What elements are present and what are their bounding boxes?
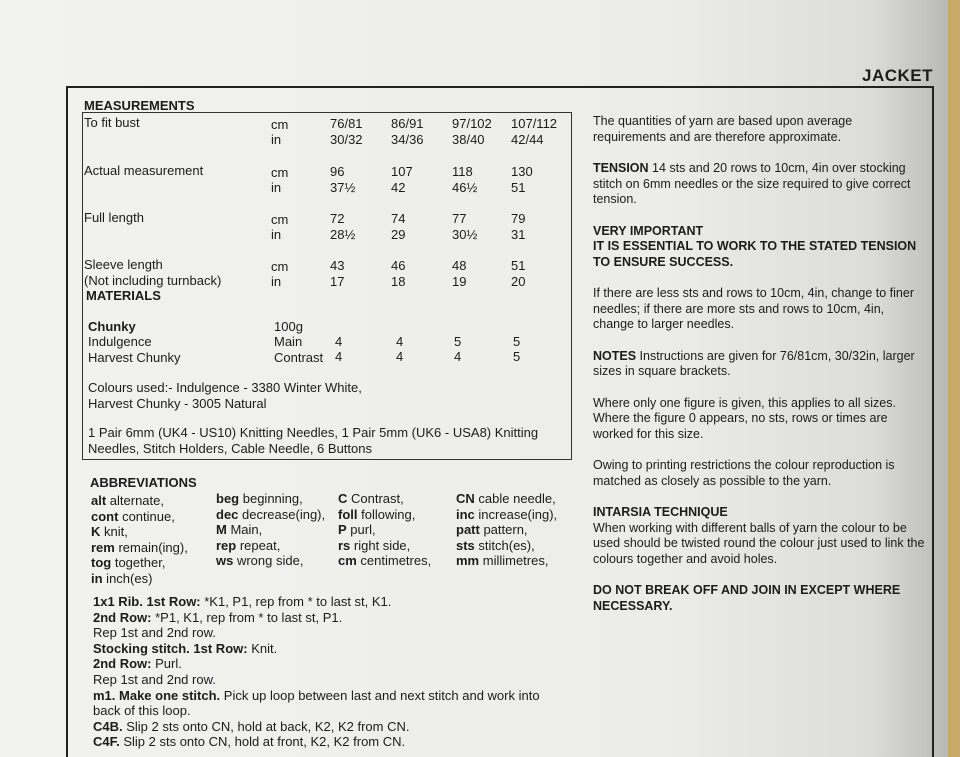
abbreviation-code: M bbox=[216, 522, 227, 537]
yarn-note: The quantities of yarn are based upon average requirements and are therefore approximate. bbox=[593, 114, 853, 144]
measurement-in-value: 18 bbox=[391, 274, 406, 289]
abbreviation-code: dec bbox=[216, 506, 239, 522]
abbreviation-item bbox=[338, 491, 404, 507]
needle-note: If there are less sts and rows to 10cm, 4in, change to finer needles; if there are more sts and rows to 10cm, 4in, change to larger needles. bbox=[593, 286, 914, 331]
abbreviation-item bbox=[456, 553, 548, 569]
abbreviation-meaning: cable needle, bbox=[474, 491, 556, 506]
stitch-text: Slip 2 sts onto CN, hold at front, K2, K2 from CN. bbox=[119, 734, 406, 750]
yarn1-name: Indulgence bbox=[88, 334, 152, 349]
measurement-cm-value: 46 bbox=[391, 258, 406, 273]
stitch-text: Rep 1st and 2nd row. bbox=[93, 672, 216, 687]
abbreviation-code: tog bbox=[91, 555, 112, 570]
measurement-cm-value: 51 bbox=[511, 258, 526, 273]
abbreviation-code: patt bbox=[456, 522, 480, 537]
abbreviation-meaning: millimetres, bbox=[479, 553, 549, 568]
measurement-in-value: 38/40 bbox=[452, 132, 485, 147]
abbreviation-code: cont bbox=[91, 508, 119, 524]
yarn-quantity: 5 bbox=[513, 334, 521, 349]
notes-label: NOTES bbox=[593, 348, 637, 363]
unit-in: in bbox=[271, 274, 282, 289]
notes-text: Instructions are given for 76/81cm, 30/32in, larger sizes in square brackets. bbox=[593, 348, 915, 378]
measurement-cm-value: 77 bbox=[452, 211, 467, 226]
intarsia-heading: INTARSIA TECHNIQUE bbox=[593, 505, 728, 519]
measurement-in-value: 34/36 bbox=[391, 132, 424, 147]
yarn-quantity: 4 bbox=[335, 334, 343, 349]
measurement-cm-value: 74 bbox=[391, 211, 406, 226]
stitch-label: C4B. bbox=[93, 718, 123, 734]
tension-text: 14 sts and 20 rows to 10cm, 4in over stocking stitch on 6mm needles or the size required to give correct tension. bbox=[593, 161, 911, 206]
important-heading: VERY IMPORTANT bbox=[593, 223, 704, 238]
measurement-in-value: 19 bbox=[452, 274, 467, 289]
abbreviation-meaning: decrease(ing), bbox=[238, 506, 326, 522]
abbreviation-item bbox=[91, 555, 165, 571]
colours-line2: Harvest Chunky - 3005 Natural bbox=[88, 396, 267, 411]
figure-note: Where only one figure is given, this applies to all sizes. Where the figure 0 appears, no sts, rows or times are worked for this size. bbox=[593, 395, 896, 441]
abbreviation-meaning: increase(ing), bbox=[474, 506, 558, 522]
unit-cm: cm bbox=[271, 117, 289, 132]
measurement-cm-value: 96 bbox=[330, 164, 345, 179]
abbreviation-code: ws bbox=[216, 553, 234, 568]
unit-in: in bbox=[271, 227, 282, 242]
unit-in: in bbox=[271, 180, 282, 195]
tension-label: TENSION bbox=[593, 161, 649, 175]
measurement-cm-value: 79 bbox=[511, 211, 526, 226]
abbreviation-item bbox=[216, 538, 280, 554]
abbreviation-meaning: together, bbox=[111, 555, 166, 570]
unit-in: in bbox=[271, 132, 282, 147]
stitch-text: Purl. bbox=[151, 656, 182, 672]
abbreviation-meaning: beginning, bbox=[239, 491, 303, 506]
stitch-line bbox=[93, 656, 182, 672]
measurement-cm-value: 107 bbox=[391, 164, 413, 179]
stitch-text: *K1, P1, rep from * to last st, K1. bbox=[200, 594, 392, 609]
abbreviation-code: CN bbox=[456, 491, 475, 506]
measurement-label: To fit bust bbox=[84, 115, 140, 130]
yarn-weight: 100g bbox=[274, 319, 303, 334]
measurement-label: Sleeve length bbox=[84, 257, 163, 272]
abbreviation-code: rs bbox=[338, 537, 351, 553]
measurement-in-value: 20 bbox=[511, 274, 526, 289]
stitch-label: Stocking stitch. 1st Row: bbox=[93, 640, 248, 656]
abbreviation-meaning: knit, bbox=[100, 524, 128, 539]
abbreviation-meaning: wrong side, bbox=[233, 553, 304, 568]
measurement-cm-value: 130 bbox=[511, 164, 533, 179]
abbreviation-item bbox=[456, 507, 557, 523]
measurement-cm-value: 76/81 bbox=[330, 116, 363, 131]
measurement-cm-value: 43 bbox=[330, 258, 345, 273]
measurement-cm-value: 72 bbox=[330, 211, 345, 226]
stitch-line bbox=[93, 719, 409, 735]
abbreviation-item bbox=[91, 571, 152, 587]
abbreviation-meaning: Contrast, bbox=[347, 491, 404, 506]
notes-column bbox=[593, 114, 928, 614]
colours-line1: Colours used:- Indulgence - 3380 Winter White, bbox=[88, 380, 362, 395]
abbreviation-code: C bbox=[338, 491, 348, 506]
measurement-cm-value: 86/91 bbox=[391, 116, 424, 131]
stitch-line bbox=[93, 734, 405, 750]
abbreviation-meaning: Main, bbox=[226, 522, 263, 537]
measurement-in-value: 31 bbox=[511, 227, 526, 242]
yarn1-role: Main bbox=[274, 334, 303, 349]
measurement-in-value: 17 bbox=[330, 274, 345, 289]
abbreviation-item bbox=[338, 522, 376, 538]
measurement-cm-value: 48 bbox=[452, 258, 467, 273]
measurement-in-value: 30½ bbox=[452, 227, 478, 242]
abbreviation-code: P bbox=[338, 522, 347, 537]
abbreviation-item bbox=[216, 507, 325, 523]
abbreviation-item bbox=[91, 524, 128, 540]
abbreviation-code: sts bbox=[456, 537, 475, 553]
stitch-text: Slip 2 sts onto CN, hold at back, K2, K2 from CN. bbox=[122, 718, 410, 734]
abbreviation-meaning: following, bbox=[357, 506, 416, 522]
stitch-line bbox=[93, 688, 540, 704]
abbreviation-meaning: right side, bbox=[350, 537, 411, 553]
abbreviation-item bbox=[91, 540, 188, 556]
yarn2-role: Contrast bbox=[274, 350, 324, 365]
stitch-line bbox=[93, 610, 342, 626]
yarn-quantity: 5 bbox=[513, 349, 521, 364]
measurement-in-value: 42/44 bbox=[511, 132, 544, 147]
needles-line1: 1 Pair 6mm (UK4 - US10) Knitting Needles, 1 Pair 5mm (UK6 - USA8) Knitting bbox=[88, 425, 539, 440]
abbreviation-item bbox=[456, 522, 528, 538]
measurement-in-value: 28½ bbox=[330, 227, 356, 242]
abbreviation-item bbox=[456, 538, 535, 554]
abbreviation-code: cm bbox=[338, 553, 357, 568]
abbreviations-heading: ABBREVIATIONS bbox=[90, 475, 197, 490]
yarn-quantity: 4 bbox=[396, 349, 404, 364]
stitch-label: 1x1 Rib. 1st Row: bbox=[93, 594, 201, 609]
abbreviation-code: rep bbox=[216, 537, 237, 553]
unit-cm: cm bbox=[271, 212, 289, 227]
yarn-quantity: 4 bbox=[396, 334, 404, 349]
needles-line2: Needles, Stitch Holders, Cable Needle, 6 Buttons bbox=[88, 441, 372, 456]
stitch-label: C4F. bbox=[93, 734, 120, 750]
abbreviation-meaning: repeat, bbox=[236, 537, 281, 553]
tension-note bbox=[593, 161, 928, 208]
measurement-in-value: 37½ bbox=[330, 180, 356, 195]
measurement-cm-value: 97/102 bbox=[452, 116, 492, 131]
abbreviation-meaning: inch(es) bbox=[102, 570, 153, 586]
measurement-label: Full length bbox=[84, 210, 144, 225]
yarn-quantity: 4 bbox=[454, 349, 462, 364]
yarn-type: Chunky bbox=[88, 319, 136, 334]
abbreviation-item bbox=[216, 553, 303, 569]
stitch-text: Pick up loop between last and next stitch and work into bbox=[220, 687, 540, 703]
abbreviation-item bbox=[216, 522, 262, 538]
abbreviation-item bbox=[338, 553, 431, 569]
measurements-heading: MEASUREMENTS bbox=[84, 98, 195, 113]
unit-cm: cm bbox=[271, 165, 289, 180]
abbreviation-code: inc bbox=[456, 506, 475, 522]
abbreviation-meaning: stitch(es), bbox=[474, 537, 535, 553]
abbreviation-meaning: continue, bbox=[118, 508, 175, 524]
yarn2-name: Harvest Chunky bbox=[88, 350, 181, 365]
unit-cm: cm bbox=[271, 259, 289, 274]
colour-note: Owing to printing restrictions the colour reproduction is matched as closely as possible to the yarn. bbox=[593, 458, 895, 488]
abbreviation-meaning: centimetres, bbox=[356, 553, 432, 568]
stitch-line bbox=[93, 672, 216, 688]
measurement-in-value: 30/32 bbox=[330, 132, 363, 147]
yarn-quantity: 5 bbox=[454, 334, 462, 349]
stitch-line bbox=[93, 625, 216, 641]
abbreviation-code: alt bbox=[91, 493, 107, 508]
abbreviation-item bbox=[91, 509, 175, 525]
measurement-label: Actual measurement bbox=[84, 163, 204, 178]
measurement-in-value: 42 bbox=[391, 180, 406, 195]
measurement-cm-value: 107/112 bbox=[511, 116, 558, 131]
abbreviation-meaning: alternate, bbox=[106, 493, 164, 508]
abbreviation-meaning: pattern, bbox=[479, 522, 528, 537]
measurement-in-value: 46½ bbox=[452, 180, 478, 195]
intarsia-text: When working with different balls of yarn the colour to be used should be twisted round the colour just used to link the colours together and avoid holes. bbox=[593, 520, 925, 566]
materials-heading: MATERIALS bbox=[86, 288, 161, 303]
abbreviation-code: foll bbox=[338, 506, 358, 522]
stitch-label: 2nd Row: bbox=[93, 656, 152, 672]
abbreviation-code: in bbox=[91, 570, 103, 586]
stitch-text: Knit. bbox=[247, 640, 278, 656]
stitch-line bbox=[93, 641, 277, 657]
important-text: IT IS ESSENTIAL TO WORK TO THE STATED TENSION TO ENSURE SUCCESS. bbox=[593, 239, 917, 269]
measurement-cm-value: 118 bbox=[452, 164, 473, 179]
abbreviation-item bbox=[456, 491, 556, 507]
abbreviation-item bbox=[338, 507, 415, 523]
size-note bbox=[593, 349, 928, 380]
abbreviation-meaning: purl, bbox=[346, 522, 376, 537]
yarn-quantity: 4 bbox=[335, 349, 343, 364]
page-title: JACKET bbox=[862, 66, 934, 85]
abbreviation-item bbox=[338, 538, 410, 554]
stitch-text: back of this loop. bbox=[93, 703, 191, 719]
abbreviation-code: rem bbox=[91, 539, 115, 555]
measurement-in-value: 29 bbox=[391, 227, 406, 242]
stitch-line bbox=[93, 703, 191, 719]
abbreviation-code: K bbox=[91, 524, 101, 539]
stitch-label: m1. Make one stitch. bbox=[93, 687, 221, 703]
stitch-label: 2nd Row: bbox=[93, 609, 152, 625]
stitch-text: Rep 1st and 2nd row. bbox=[93, 625, 216, 641]
abbreviation-item bbox=[91, 493, 164, 509]
stitch-line bbox=[93, 594, 391, 610]
measurement-sublabel: (Not including turnback) bbox=[84, 273, 222, 288]
abbreviation-code: beg bbox=[216, 491, 240, 506]
abbreviation-item bbox=[216, 491, 303, 507]
final-note: DO NOT BREAK OFF AND JOIN IN EXCEPT WHERE NECESSARY. bbox=[593, 583, 901, 613]
measurement-in-value: 51 bbox=[511, 180, 526, 195]
abbreviation-code: mm bbox=[456, 553, 480, 568]
stitch-text: *P1, K1, rep from * to last st, P1. bbox=[151, 609, 343, 625]
abbreviation-meaning: remain(ing), bbox=[114, 539, 188, 555]
